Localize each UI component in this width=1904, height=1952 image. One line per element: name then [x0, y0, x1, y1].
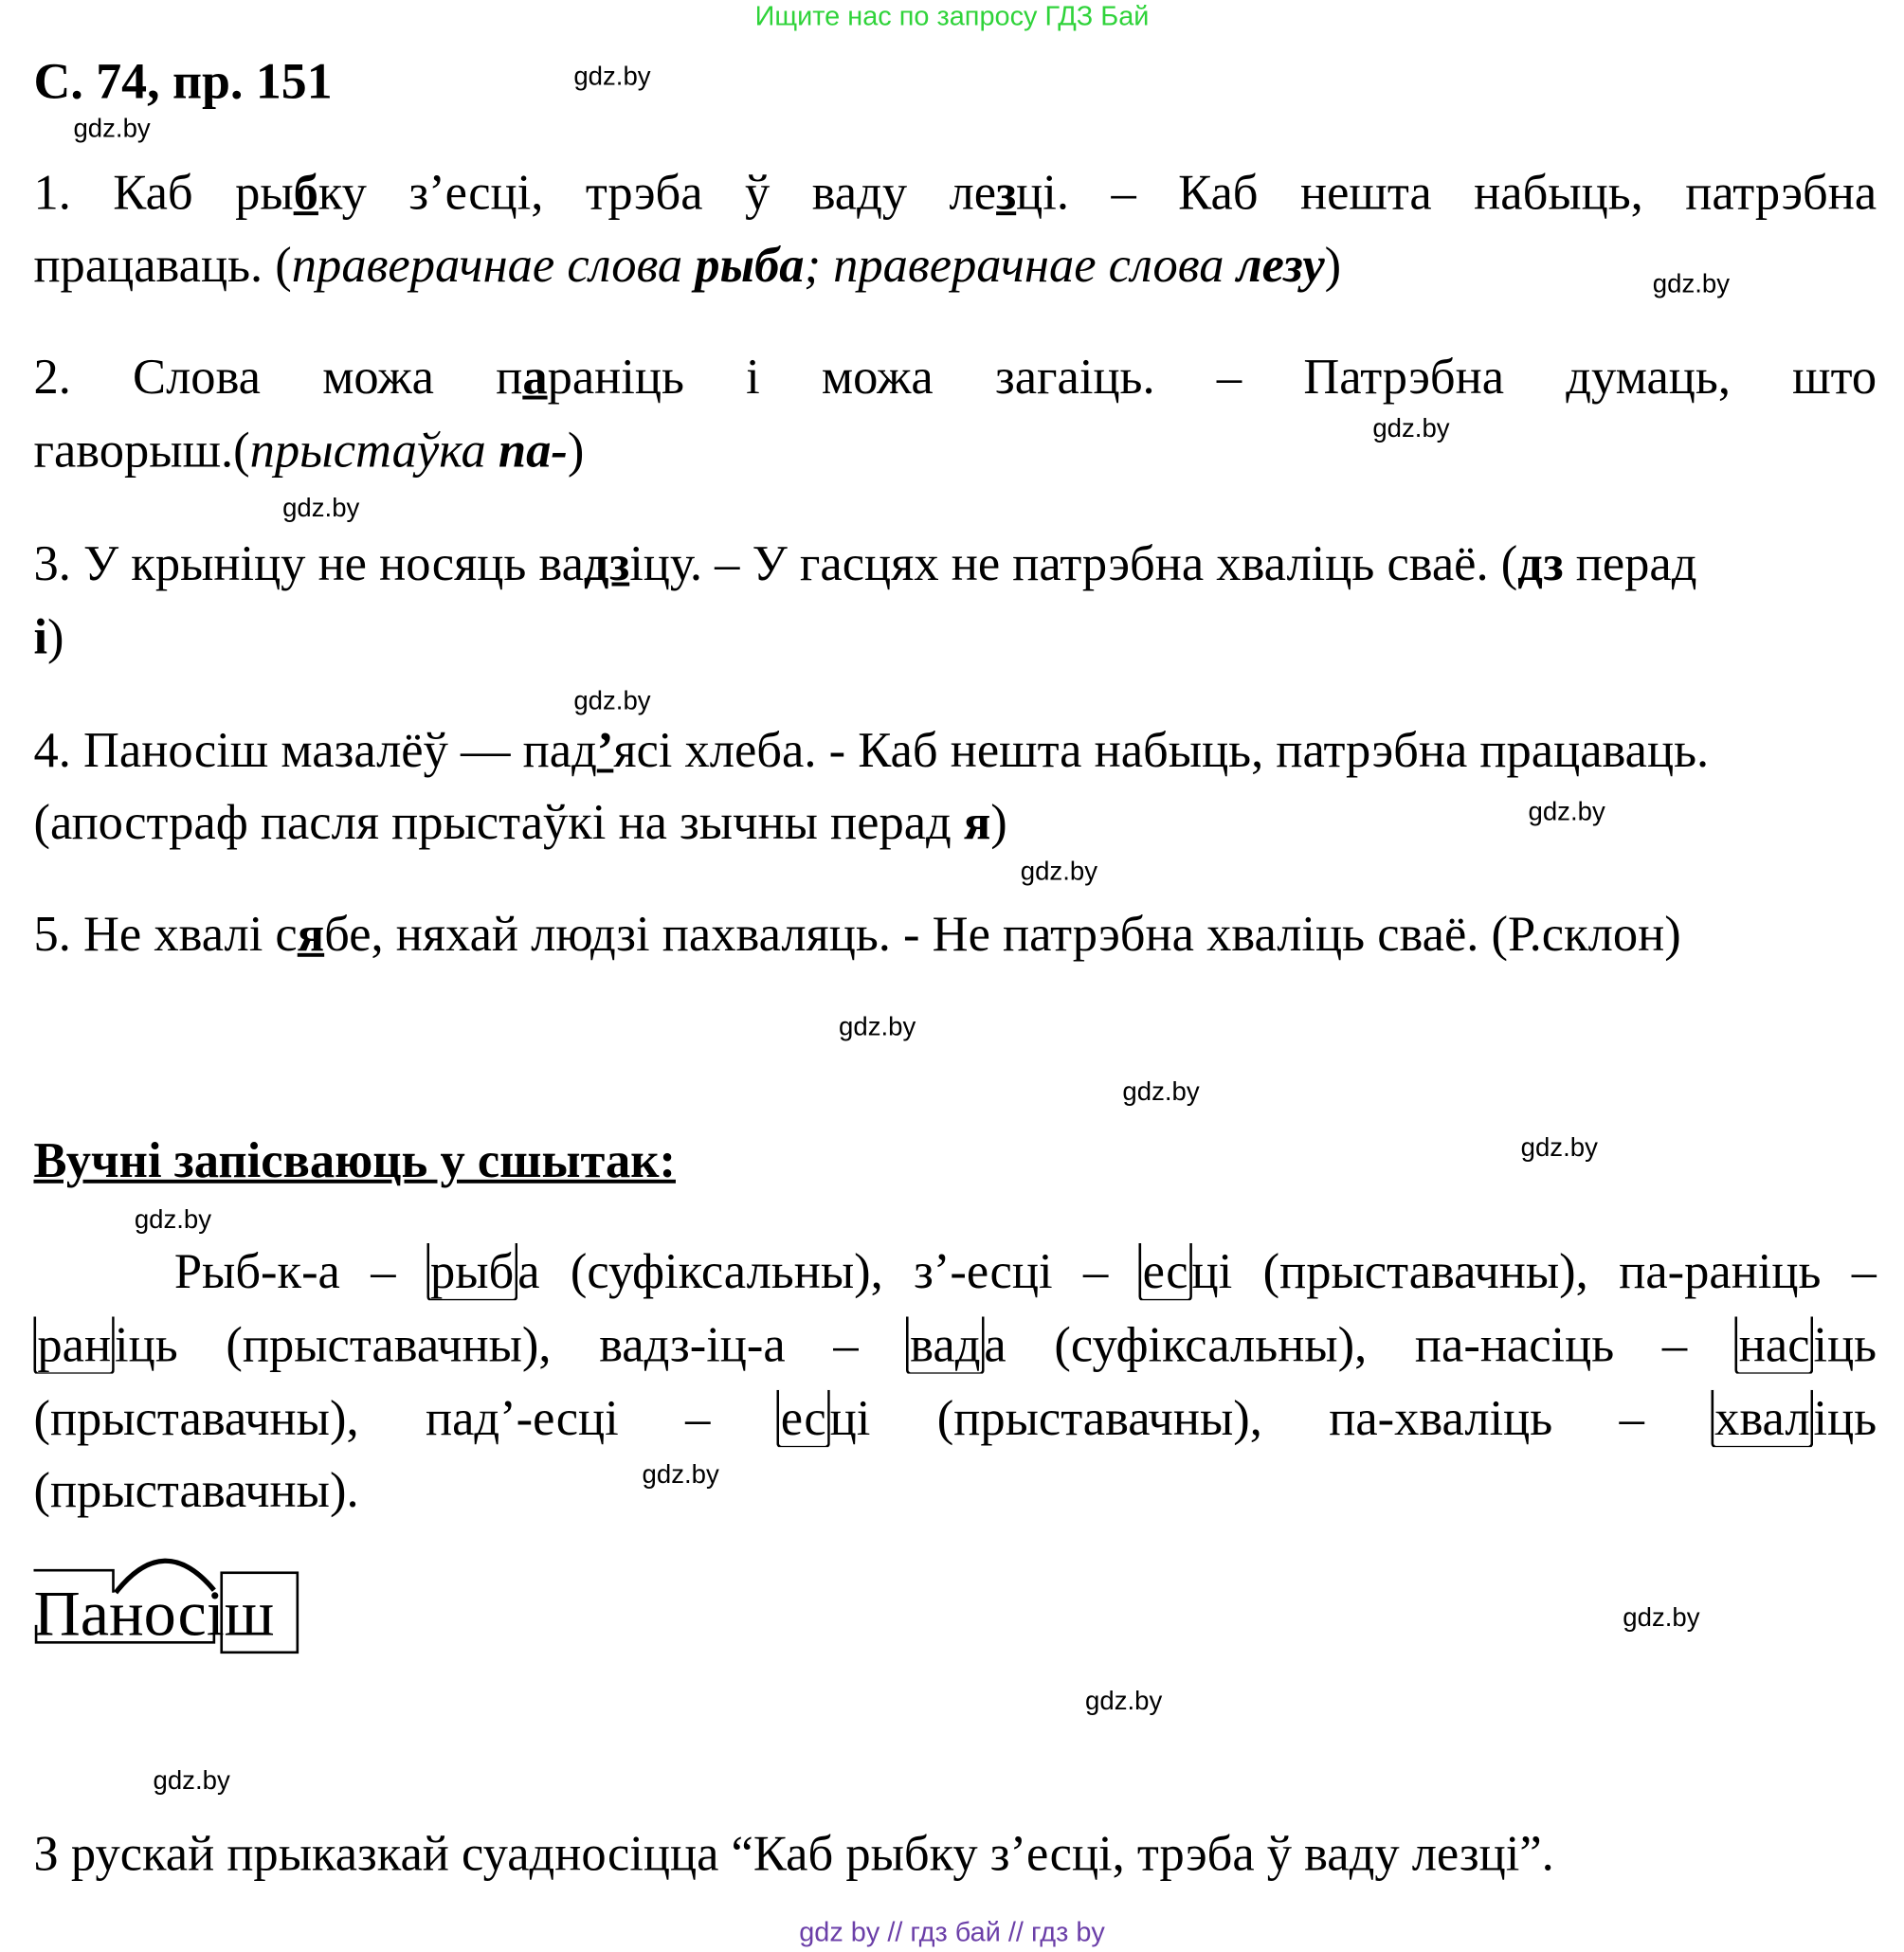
marked-letter: з [996, 164, 1017, 221]
text: ) [567, 422, 585, 479]
watermark: gdz.by [1623, 1603, 1700, 1633]
watermark: gdz.by [1520, 1133, 1598, 1163]
check-word: лезу [1236, 236, 1325, 293]
marked-letter: я [297, 905, 325, 963]
text: а (суфіксальны), з’-есці – [517, 1242, 1139, 1299]
text: 3. У крыніцу не носяць ва [33, 534, 584, 591]
watermark: gdz.by [1372, 414, 1450, 443]
prefix: па- [498, 422, 568, 479]
search-banner[interactable]: Ищите нас по запросу ГДЗ Бай [754, 0, 1150, 31]
text: ці (прыставачны), па-хваліць – [829, 1389, 1712, 1446]
root-mark: нас [1735, 1316, 1814, 1373]
text: 2. Слова можа п [33, 348, 523, 405]
note-bold: я [963, 793, 991, 850]
root-mark: рыб [426, 1243, 517, 1300]
marked-letter: а [522, 348, 548, 405]
page-title: С. 74, пр. 151 [33, 52, 333, 110]
text: Рыб-к-а – [173, 1242, 427, 1299]
text: ку з’есці, трэба ў ваду ле [317, 164, 997, 221]
watermark: gdz.by [642, 1460, 719, 1490]
text: бе, няхай людзі пахваляць. - Не патрэбна хваліць сваё. (Р.склон) [324, 905, 1681, 963]
analysis-line-1 [174, 1243, 1877, 1300]
conclusion: З рускай прыказкай суадносіцца “Каб рыбку з’есці, трэба ў ваду лезці”. [33, 1825, 1554, 1882]
marked-letter: дз [583, 534, 630, 591]
root-mark: хвал [1711, 1390, 1813, 1447]
text: ) [990, 793, 1007, 850]
root-mark: вад [906, 1316, 984, 1373]
word-ending: іш [206, 1579, 275, 1651]
text: ) [1324, 236, 1342, 293]
item-4-line-1 [33, 722, 1877, 779]
analysis-line-3 [33, 1390, 1877, 1447]
text: працаваць. ( [33, 236, 292, 293]
item-2-line-2 [33, 422, 1877, 479]
word-stem: Панос [33, 1579, 207, 1651]
text: ці. – Каб нешта набыць, патрэбна [1016, 164, 1877, 221]
analysis-line-4: (прыставачны). [33, 1461, 359, 1518]
watermark: gdz.by [1652, 269, 1731, 299]
watermark: gdz.by [1528, 797, 1605, 826]
text: 4. Паносіш мазалёў — пад [33, 721, 597, 778]
root-mark: ес [777, 1390, 830, 1447]
text: іць (прыставачны), вадз-іц-а – [115, 1316, 907, 1373]
footer-links[interactable]: gdz by // гдз бай // гдз by [799, 1916, 1105, 1948]
watermark: gdz.by [1085, 1687, 1163, 1716]
note: праверачнае слова [291, 236, 696, 293]
item-2-line-1 [33, 349, 1877, 406]
analysis-line-2 [33, 1316, 1877, 1373]
watermark: gdz.by [73, 114, 151, 144]
watermark: gdz.by [153, 1766, 230, 1796]
text: ці (прыставачны), па-раніць – [1191, 1242, 1877, 1299]
text: іць [1813, 1389, 1877, 1446]
text: 1. Каб ры [33, 164, 294, 221]
item-3-line-1 [33, 535, 1877, 592]
text: а (суфіксальны), па-насіць – [984, 1316, 1735, 1373]
watermark: gdz.by [573, 62, 651, 91]
watermark: gdz.by [134, 1205, 212, 1235]
item-1-line-1 [33, 164, 1877, 221]
note-bold: дз [1517, 534, 1564, 591]
text: 5. Не хвалі с [33, 905, 298, 963]
watermark: gdz.by [1122, 1077, 1200, 1107]
check-word: рыба [695, 236, 805, 293]
item-3-line-2 [33, 608, 1877, 665]
note: ; праверачнае слова [804, 236, 1237, 293]
item-5-line-1 [33, 906, 1877, 963]
marked-letter: ’ [596, 721, 614, 778]
marked-letter: б [293, 164, 318, 221]
text: гаворыш.( [33, 422, 250, 479]
section-heading: Вучні запісваюць у сшытак: [33, 1131, 676, 1189]
text: (апостраф пасля прыстаўкі на зычны перад [33, 793, 964, 850]
text: перад [1563, 534, 1697, 591]
watermark: gdz.by [1020, 857, 1097, 886]
text: іць [1813, 1316, 1877, 1373]
note: прыстаўка [249, 422, 499, 479]
note-bold: і [33, 608, 48, 665]
text: ясі хлеба. - Каб нешта набыць, патрэбна працаваць. [613, 721, 1710, 778]
root-mark: ран [33, 1316, 115, 1373]
watermark: gdz.by [839, 1012, 916, 1042]
text: ) [47, 608, 64, 665]
text: (прыставачны), пад’-есці – [33, 1389, 777, 1446]
morpheme-parse [33, 1543, 356, 1667]
item-1-line-2 [33, 236, 1877, 293]
text: іцу. – У гасцях не патрэбна хваліць сваё. ( [629, 534, 1518, 591]
root-mark: ес [1139, 1243, 1192, 1300]
text: раніць і можа загаіць. – Патрэбна думаць, што [547, 348, 1877, 405]
watermark: gdz.by [573, 686, 651, 716]
item-4-line-2 [33, 794, 1877, 851]
watermark: gdz.by [282, 494, 360, 523]
